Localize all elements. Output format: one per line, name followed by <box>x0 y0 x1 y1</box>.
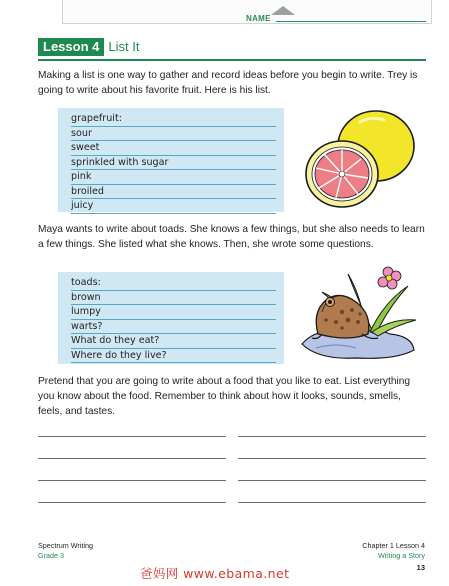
writing-line[interactable] <box>238 436 426 437</box>
toad-illustration <box>296 262 418 362</box>
lesson-header <box>38 38 139 56</box>
grade-label: Grade 3 <box>38 551 64 560</box>
footer-left <box>38 541 93 561</box>
fruit-list-item: juicy <box>71 199 276 214</box>
toad-list-item: lumpy <box>71 305 276 320</box>
prompt-paragraph: Pretend that you are going to write about a food that you like to eat. List everything you know about the food. Remember to think about how it looks, sounds, smells, feels, and tastes. <box>38 376 411 417</box>
writing-line[interactable] <box>238 480 426 481</box>
lesson-badge: Lesson 4 <box>38 38 104 56</box>
page-number: 13 <box>416 563 425 572</box>
writing-line[interactable] <box>38 502 226 503</box>
watermark: 爸妈网 www.ebama.net <box>140 566 290 581</box>
footer-right <box>362 541 425 561</box>
toad-list-item: Where do they live? <box>71 349 276 364</box>
writing-line[interactable] <box>38 458 226 459</box>
maya-paragraph: Maya wants to write about toads. She knows a few things, but she also needs to learn a few things. She listed what she knows. Then, she wrote some questions. <box>38 224 425 250</box>
toad-list-item: brown <box>71 291 276 306</box>
fruit-list-item: broiled <box>71 185 276 200</box>
triangle-icon <box>271 6 295 15</box>
fruit-list-item: sweet <box>71 141 276 156</box>
toad-list-item: warts? <box>71 320 276 335</box>
intro-paragraph: Making a list is one way to gather and record ideas before you begin to write. Trey is going to write about his favorite fruit. Here is his list. <box>38 70 418 96</box>
header-rule <box>38 59 426 61</box>
toad-list-item: toads: <box>71 276 276 291</box>
toad-list-box <box>58 272 284 364</box>
fruit-list-box <box>58 108 284 212</box>
name-label: NAME <box>246 14 271 23</box>
writing-line[interactable] <box>38 480 226 481</box>
grapefruit-illustration <box>300 102 418 212</box>
fruit-list-item: sprinkled with sugar <box>71 156 276 171</box>
toad-list-item: What do they eat? <box>71 334 276 349</box>
fruit-list-item: grapefruit: <box>71 112 276 127</box>
chapter-label: Chapter 1 Lesson 4 <box>362 541 425 550</box>
writing-line[interactable] <box>238 458 426 459</box>
name-field-line <box>276 21 426 22</box>
writing-line[interactable] <box>38 436 226 437</box>
fruit-list-item: pink <box>71 170 276 185</box>
section-label: Writing a Story <box>378 551 425 560</box>
book-title: Spectrum Writing <box>38 541 93 550</box>
fruit-list-item: sour <box>71 127 276 142</box>
lesson-title: List It <box>108 39 140 54</box>
writing-line[interactable] <box>238 502 426 503</box>
